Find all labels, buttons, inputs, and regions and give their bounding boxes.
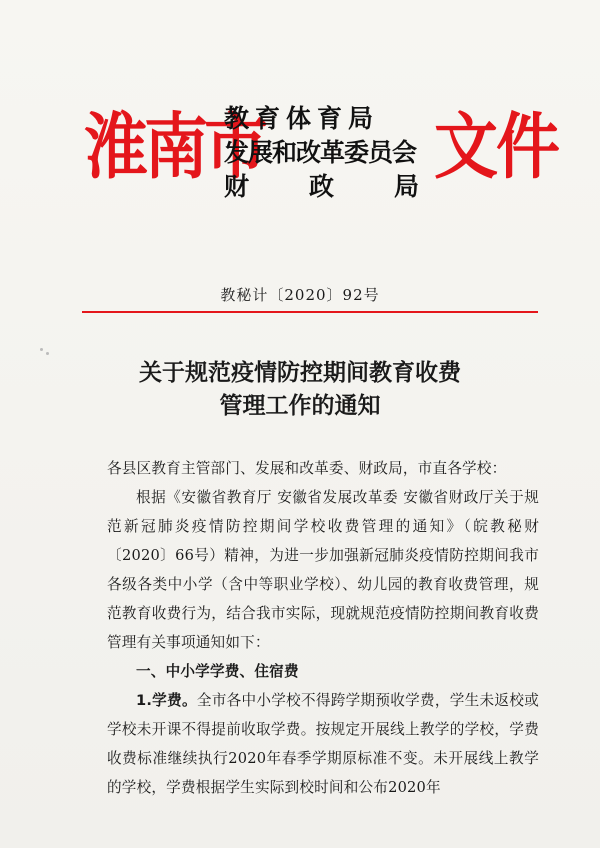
addressee: 各县区教育主管部门、发展和改革委、财政局，市直各学校： [107,460,507,477]
item-1-text: 全市各中小学校不得跨学期预收学费，学生未返校或学校未开课不得提前收取学费。按规定开展线上教学的学校，学费收费标准继续执行2020年春季学期原标准不变。未开展线上教学的学校，学费根据学生实际到校时间和公布2020年 [107,692,539,796]
document-body [107,454,539,802]
red-divider-line [82,311,538,313]
item-1-paragraph [107,686,539,802]
header-dept-education: 教育体育局 [224,104,380,133]
header-dept-development: 发展和改革委员会 [224,138,417,167]
document-number: 教秘计〔2020〕92号 [220,286,380,304]
header-dept-finance-text: 财政局 [224,172,480,201]
header-dept-finance [224,170,480,204]
section-1-heading: 一、中小学学费、住宿费 [136,663,299,680]
scan-speck [40,348,43,351]
item-1-label: 1.学费。 [136,692,197,709]
header-doc-type: 文件 [434,106,558,190]
header-departments [224,102,480,204]
document-title [0,356,600,422]
scan-speck [46,352,49,355]
title-line-2: 管理工作的通知 [219,392,381,419]
title-line-1: 关于规范疫情防控期间教育收费 [139,359,461,386]
header-city: 淮南市 [84,106,264,190]
intro-paragraph: 根据《安徽省教育厅 安徽省发展改革委 安徽省财政厅关于规范新冠肺炎疫情防控期间学校收费管理的通知》（皖教秘财〔2020〕66号）精神，为进一步加强新冠肺炎疫情防控期间我市各级各类中小学（含中等职业学校）、幼儿园的教育收费管理，规范教育收费行为，结合我市实际，现就规范疫情防控期间教育收费管理有关事项通知如下： [107,489,539,651]
